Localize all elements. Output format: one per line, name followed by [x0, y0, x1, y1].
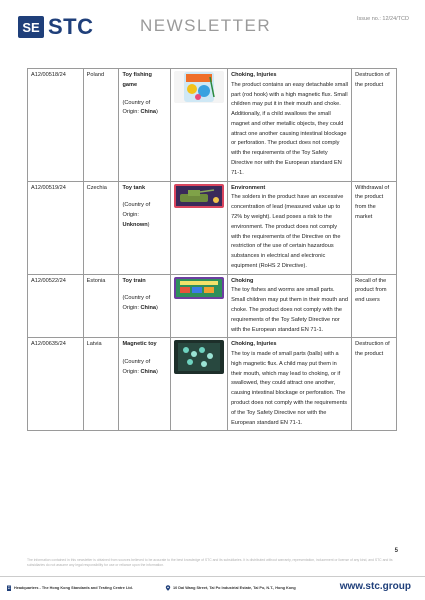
product-image-cell	[171, 274, 228, 338]
risk-cell	[228, 338, 352, 431]
notifying-country: Poland	[83, 69, 119, 182]
product-cell	[119, 69, 171, 182]
measure-taken: Destruction of the product	[352, 338, 397, 431]
risk-type: Choking	[231, 277, 254, 284]
logo-mark: SE	[18, 16, 44, 38]
footer-website-link[interactable]: www.stc.group	[339, 581, 411, 592]
toy-fishing-game-photo	[174, 71, 224, 103]
product-name: Toy fishing game	[122, 72, 152, 88]
product-cell	[119, 274, 171, 338]
product-cell	[119, 181, 171, 274]
product-image-cell	[171, 338, 228, 431]
magnetic-toy-photo	[174, 340, 224, 374]
country-of-origin: (Country of Origin: China)	[122, 99, 158, 116]
product-name: Toy tank	[122, 184, 146, 191]
product-name: Magnetic toy	[122, 341, 157, 348]
product-cell	[119, 338, 171, 431]
risk-cell	[228, 69, 352, 182]
footer-divider	[0, 576, 425, 577]
risk-description: The solders in the product have an excessive concentration of lead (measured value up to 72% by weight). Lead poses a risk to the environment. The product does not comply with the requirements of the Directive on the restriction of the use of certain hazardous substances in electrical and electronic equipment (RoHS 2 Directive).	[231, 194, 344, 269]
table-row	[28, 274, 397, 338]
toy-train-photo	[174, 277, 224, 299]
notification-number: A12/00635/24	[28, 338, 84, 431]
recall-table	[27, 68, 397, 431]
disclaimer-text: The information contained in this newsletter is obtained from sources believed to be accurate to the best knowledge of STC and its subsidiaries. It is distributed without warranty, representation, inducement or license of any kind, and STC and its subsidiaries do not assume any legal responsibility for use or reliance upon the information.	[27, 558, 393, 568]
toy-tank-photo	[174, 184, 224, 208]
table-row	[28, 338, 397, 431]
issue-number: Issue no.: 12/24/TCD	[357, 16, 409, 22]
table-row	[28, 181, 397, 274]
country-of-origin: (Country of Origin: Unknown)	[122, 202, 151, 228]
page-header	[0, 0, 425, 44]
measure-taken: Withdrawal of the product from the market	[352, 181, 397, 274]
country-of-origin: (Country of Origin: China)	[122, 295, 158, 312]
notification-number: A12/00519/24	[28, 181, 84, 274]
notification-number: A12/00522/24	[28, 274, 84, 338]
notifying-country: Czechia	[83, 181, 119, 274]
table-row	[28, 69, 397, 182]
measure-taken: Recall of the product from end users	[352, 274, 397, 338]
country-of-origin: (Country of Origin: China)	[122, 359, 158, 375]
risk-description: The product contains an easy detachable small part (rod hook) with a high magnetic flux. Small children may put it in their mouth and choke. Additionally, if a child swallows the small magnet and other metallic objects, they could attract one another causing intestinal blockage or perforation. The product does not comply with the requirements of the Toy Safety Directive nor with the European standard EN 71-1.	[231, 81, 348, 176]
risk-cell	[228, 274, 352, 338]
product-name: Toy train	[122, 277, 146, 284]
stc-logo	[18, 14, 94, 40]
product-image-cell	[171, 181, 228, 274]
footer-address: 10 Dai Wang Street, Tai Po Industrial Estate, Tai Po, N.T., Hong Kong	[165, 585, 296, 591]
building-icon	[6, 585, 12, 591]
measure-taken: Destruction of the product	[352, 69, 397, 182]
notification-number: A12/00518/24	[28, 69, 84, 182]
logo-text: STC	[48, 14, 94, 39]
notifying-country: Estonia	[83, 274, 119, 338]
risk-description: The toy fishes and worms are small parts. Small children may put them in their mouth and choke. The product does not comply with the requirements of the Toy Safety Directive nor with the European standard EN 71-1.	[231, 287, 348, 333]
location-pin-icon	[165, 585, 171, 591]
product-image-cell	[171, 69, 228, 182]
page-footer	[0, 578, 425, 600]
risk-type: Choking, Injuries	[231, 72, 277, 78]
newsletter-title: NEWSLETTER	[140, 16, 272, 35]
footer-headquarters: Headquarters - The Hong Kong Standards and Testing Centre Ltd.	[6, 585, 133, 591]
risk-type: Choking, Injuries	[231, 341, 277, 348]
notifying-country: Latvia	[83, 338, 119, 431]
risk-type: Environment	[231, 184, 266, 191]
risk-cell	[228, 181, 352, 274]
risk-description: The toy is made of small parts (balls) with a high magnetic flux. A child may put them in their mouth, which may lead to choking, or if swallowed, they could attract one another, causing intestinal blockage or perforation. The product does not comply with the requirements of the Toy Safety Directive nor with the European standard EN 71-1.	[231, 351, 348, 426]
page-number: 5	[394, 548, 398, 554]
